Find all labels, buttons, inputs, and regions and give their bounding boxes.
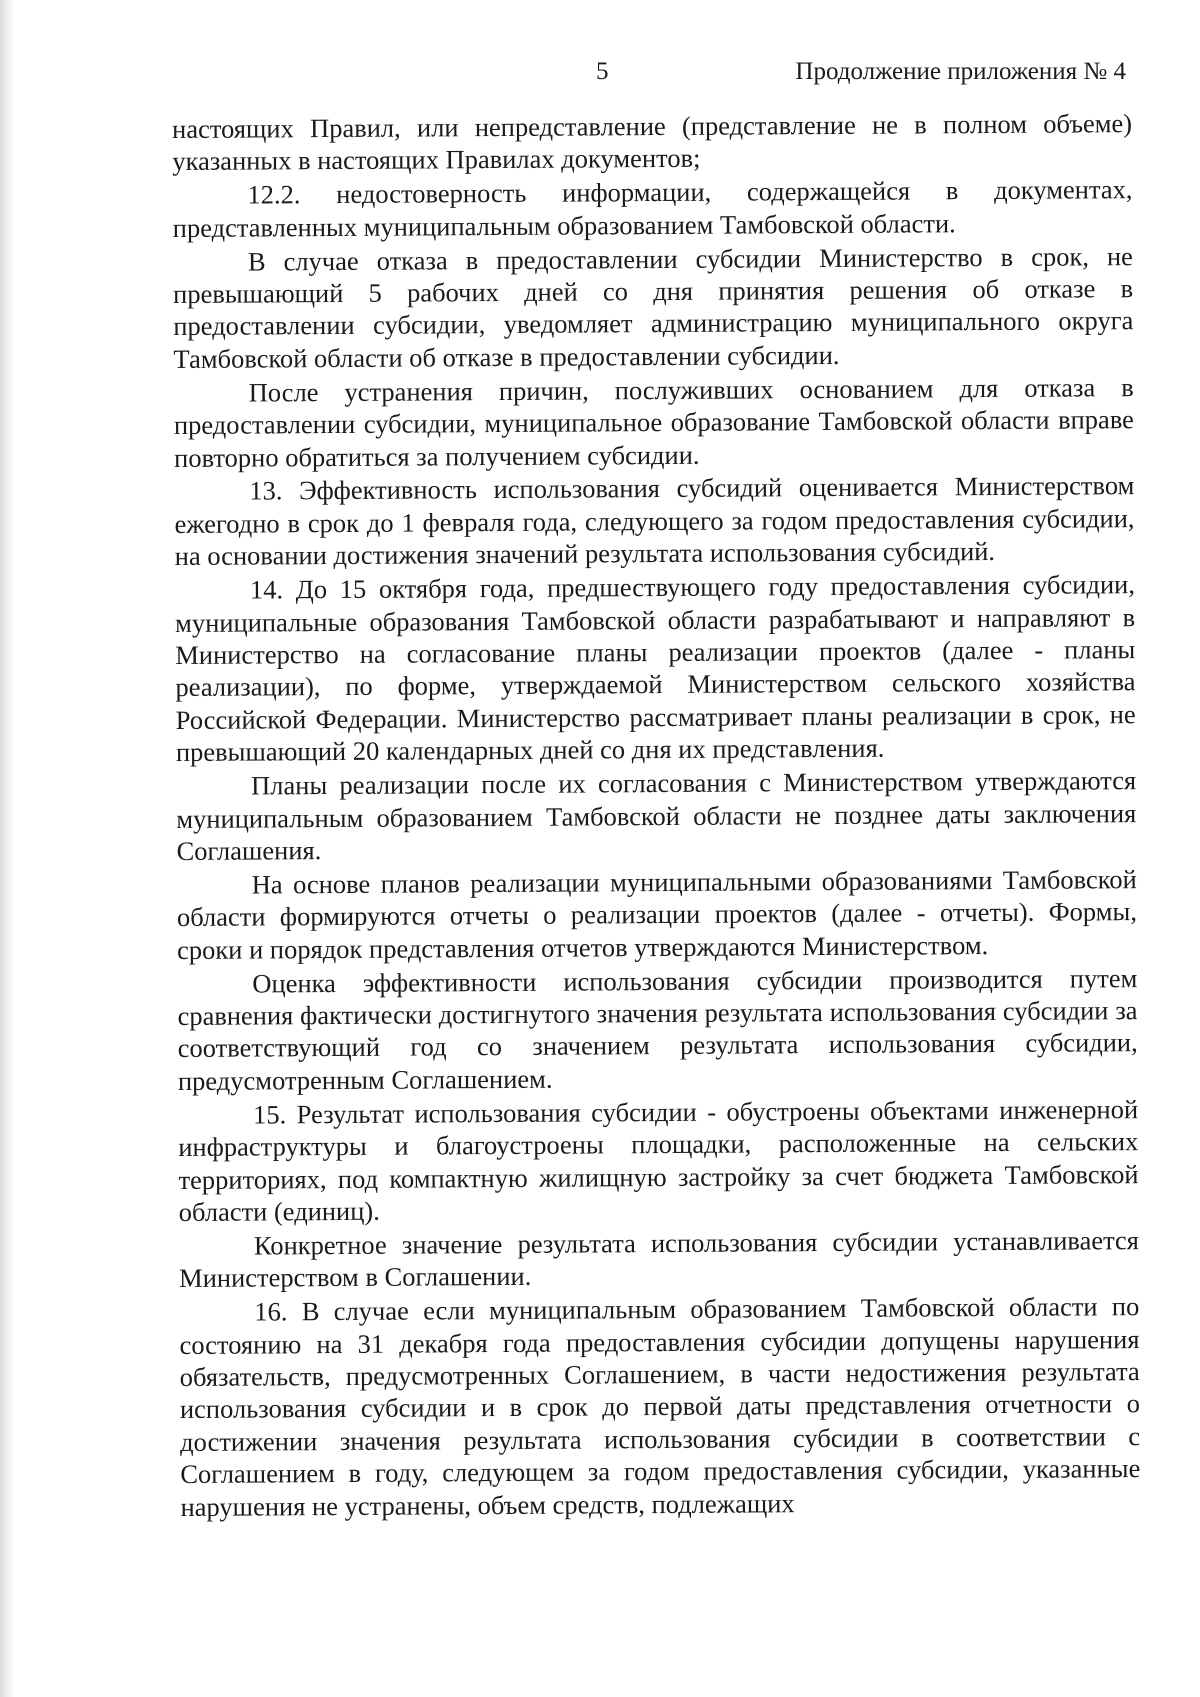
paragraph-14: 14. До 15 октября года, предшествующего году предоставления субсидии, муниципальные образования Тамбовской области разрабатывают и направляют в Министерство на согласование планы реализации проектов (далее - планы реализации), по форме, утверждаемой Министерством сельского хозяйства Российской Федерации. Министерство рассматривает планы реализации в срок, не превышающий 20 календарных дней со дня их представления. (175, 569, 1136, 768)
paragraph-efficiency-assessment: Оценка эффективности использования субсидии производится путем сравнения фактически достигнутого значения результата использования субсидии за соответствующий год со значением результата использования субсидии, предусмотренным Соглашением. (177, 962, 1138, 1096)
page-header (176, 58, 1126, 98)
paragraph-continuation: настоящих Правил, или непредставление (представление не в полном объеме) указанных в настоящих Правилах документов; (172, 108, 1133, 177)
scan-edge-shadow (0, 0, 14, 1697)
paragraph-12-2: 12.2. недостоверность информации, содержащейся в документах, представленных муниципальным образованием Тамбовской области. (172, 174, 1133, 243)
paragraph-15: 15. Результат использования субсидии - обустроены объектами инженерной инфраструктуры и благоустроены площадки, расположенные на сельских территориях, под компактную жилищную застройку за счет бюджета Тамбовской области (единиц). (178, 1093, 1139, 1227)
paragraph-plans-approval: Планы реализации после их согласования с Министерством утверждаются муниципальным образованием Тамбовской области не позднее даты заключения Соглашения. (176, 765, 1137, 866)
appendix-continuation-note: Продолжение приложения № 4 (795, 58, 1126, 85)
paragraph-specific-value: Конкретное значение результата использования субсидии устанавливается Министерством в Соглашении. (179, 1224, 1139, 1294)
document-body (172, 107, 1141, 1524)
paragraph-refusal-notice: В случае отказа в предоставлении субсидии Министерство в срок, не превышающий 5 рабочих дней со дня принятия решения об отказе в предоставлении субсидии, уведомляет администрацию муниципального округа Тамбовской области об отказе в предоставлении субсидии. (173, 240, 1134, 374)
paragraph-reports: На основе планов реализации муниципальными образованиями Тамбовской области формируются отчеты о реализации проектов (далее - отчеты). Формы, сроки и порядок представления отчетов утверждаются Министерством. (176, 863, 1137, 965)
paragraph-reapply: После устранения причин, послуживших основанием для отказа в предоставлении субсидии, муниципальное образование Тамбовской области вправе повторно обратиться за получением субсидии. (173, 371, 1134, 473)
paragraph-13: 13. Эффективность использования субсидий оценивается Министерством ежегодно в срок до 1 февраля года, следующего за годом предоставления субсидии, на основании достижения значений результата использования субсидий. (174, 470, 1135, 572)
page-number: 5 (596, 58, 609, 85)
paragraph-16: 16. В случае если муниципальным образованием Тамбовской области по состоянию на 31 декабря года предоставления субсидии допущены нарушения обязательств, предусмотренных Соглашением, в части недостижения результата использования субсидии и в срок до первой даты представления отчетности о достижении значения результата использования субсидии в соответствии с Соглашением в году, следующем за годом предоставления субсидии, указанные нарушения не устранены, объем средств, подлежащих (179, 1291, 1141, 1522)
